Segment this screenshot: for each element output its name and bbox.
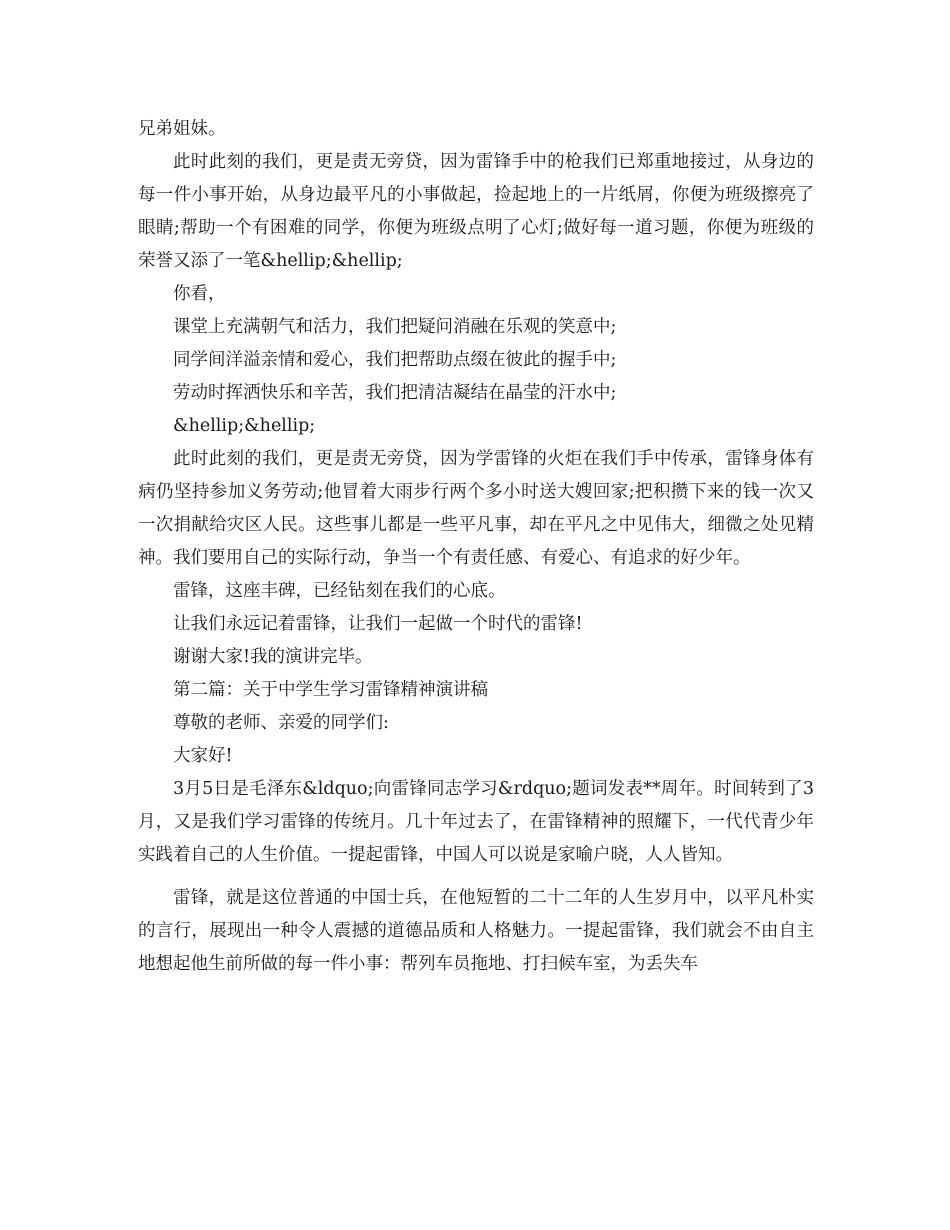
paragraph-9: 雷锋，这座丰碑，已经钻刻在我们的心底。 xyxy=(173,581,506,601)
paragraph-5: 同学间洋溢亲情和爱心，我们把帮助点缀在彼此的握手中; xyxy=(173,350,617,370)
greeting: 大家好! xyxy=(173,746,233,766)
paragraph-2: 此时此刻的我们，更是责无旁贷，因为雷锋手中的枪我们已郑重地接过，从身边的每一件小事开始，从身边最平凡的小事做起，捡起地上的一片纸屑，你便为班级擦亮了眼睛;帮助一个有困难的同学，你便为班级点明了心灯;做好每一道习题，你便为班级的荣誉又添了一笔&hellip;&hellip; xyxy=(138,152,814,271)
paragraph-1: 兄弟姐妹。 xyxy=(138,119,226,139)
paragraph-3: 你看， xyxy=(173,284,226,304)
paragraph-4: 课堂上充满朝气和活力，我们把疑问消融在乐观的笑意中; xyxy=(173,317,617,337)
paragraph-8: 此时此刻的我们，更是责无旁贷，因为学雷锋的火炬在我们手中传承，雷锋身体有病仍坚持参加义务劳动;他冒着大雨步行两个多小时送大嫂回家;把积攒下来的钱一次又一次捐献给灾区人民。这些事儿都是一些平凡事，却在平凡之中见伟大，细微之处见精神。我们要用自己的实际行动，争当一个有责任感、有爱心、有追求的好少年。 xyxy=(138,449,814,568)
paragraph-10: 让我们永远记着雷锋，让我们一起做一个时代的雷锋! xyxy=(173,614,583,634)
paragraph-16: 雷锋，就是这位普通的中国士兵，在他短暂的二十二年的人生岁月中，以平凡朴实的言行，展现出一种令人震撼的道德品质和人格魅力。一提起雷锋，我们就会不由自主地想起他生前所做的每一件小事：帮列车员拖地、打扫候车室，为丢失车 xyxy=(138,888,814,974)
paragraph-11: 谢谢大家!我的演讲完毕。 xyxy=(173,647,373,667)
paragraph-7: &hellip;&hellip; xyxy=(173,416,316,436)
paragraph-6: 劳动时挥洒快乐和辛苦，我们把清洁凝结在晶莹的汗水中; xyxy=(173,383,617,403)
salutation: 尊敬的老师、亲爱的同学们: xyxy=(173,713,389,733)
section-heading: 第二篇：关于中学生学习雷锋精神演讲稿 xyxy=(173,680,488,700)
paragraph-15: 3月5日是毛泽东&ldquo;向雷锋同志学习&rdquo;题词发表**周年。时间转到了3月，又是我们学习雷锋的传统月。几十年过去了，在雷锋精神的照耀下，一代代青少年实践着自己的人生价值。一提起雷锋，中国人可以说是家喻户晓，人人皆知。 xyxy=(138,779,814,865)
document-body xyxy=(138,113,814,981)
